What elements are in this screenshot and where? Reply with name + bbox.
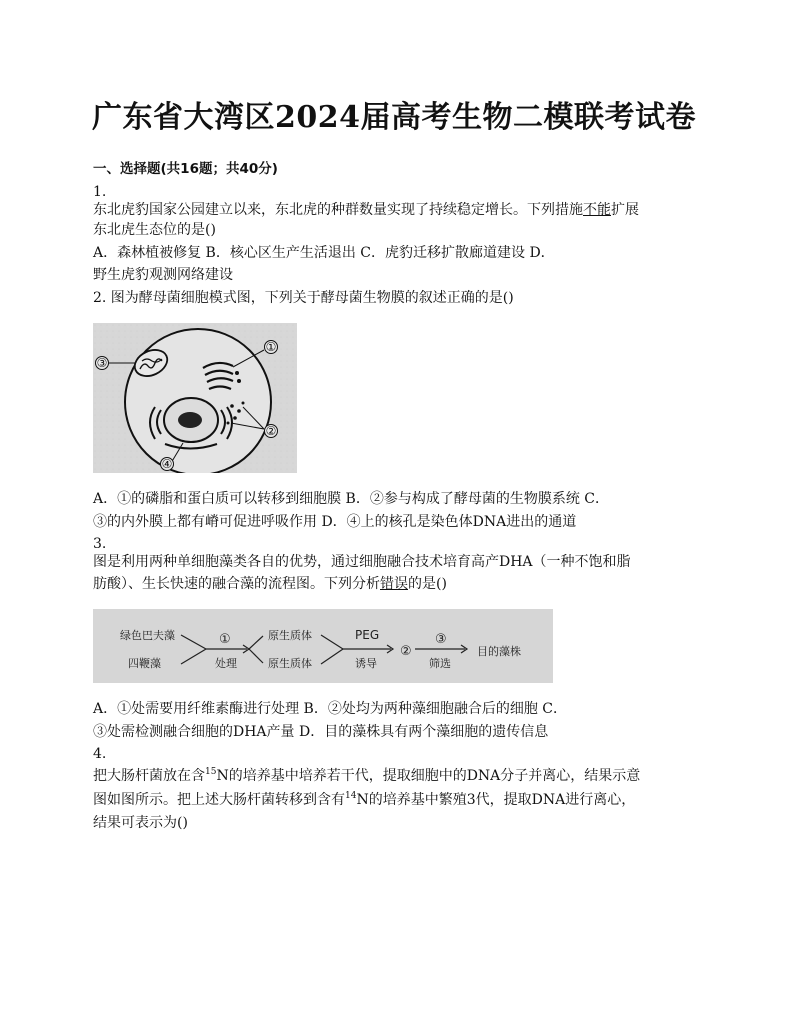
flow-target: 目的藻株 xyxy=(477,645,521,658)
q1-options-line1: A．森林植被修复 B．核心区生产生活退出 C．虎豹迁移扩散廊道建设 D． xyxy=(93,245,555,261)
flow-step3-num: ③ xyxy=(435,632,447,647)
q3-number: 3. xyxy=(93,536,107,552)
fig-label-3: ③ xyxy=(96,356,108,370)
flow-algae2: 四鞭藻 xyxy=(128,657,161,670)
fig-label-2: ② xyxy=(265,424,277,438)
q4-stem-line2: 图如图所示。把上述大肠杆菌转移到含有$^{14}$N的培养基中繁殖3代，提取DNA进行离心， xyxy=(93,791,636,808)
q1-options-line2: 野生虎豹观测网络建设 xyxy=(93,267,233,283)
q3-options-line2: ③处需检测融合细胞的DHA产量 D．目的藻株具有两个藻细胞的遗传信息 xyxy=(93,724,549,740)
q3-options-line1: A．①处需要用纤维素酶进行处理 B．②处均为两种藻细胞融合后的细胞 C． xyxy=(93,701,568,717)
q2-options-line2: ③的内外膜上都有嵴可促进呼吸作用 D．④上的核孔是染色体DNA进出的通道 xyxy=(93,514,577,530)
q2-stem: 2. 图为酵母菌细胞模式图，下列关于酵母菌生物膜的叙述正确的是() xyxy=(93,290,514,306)
q4-number: 4. xyxy=(93,746,107,762)
fig-label-1: ① xyxy=(265,340,277,354)
page-title: 广东省大湾区2024届高考生物二模联考试卷 xyxy=(92,100,696,135)
flow-step1-label: 处理 xyxy=(215,657,237,670)
flow-proto2: 原生质体 xyxy=(268,657,312,670)
fig-label-4: ④ xyxy=(161,457,173,471)
q4-stem-line1: 把大肠杆菌放在含$^{15}$N的培养基中培养若干代，提取细胞中的DNA分子并离心，结果示意 xyxy=(93,767,641,784)
q1-number: 1. xyxy=(93,184,107,200)
flow-step2-num: ② xyxy=(400,644,412,659)
q1-stem-line1: 东北虎豹国家公园建立以来，东北虎的种群数量实现了持续稳定增长。下列措施不能扩展 xyxy=(93,202,639,218)
q3-stem-line2: 肪酸）、生长快速的融合藻的流程图。下列分析错误的是() xyxy=(93,576,447,592)
flow-proto1: 原生质体 xyxy=(268,629,312,642)
fusion-flowchart xyxy=(93,609,553,683)
q4-stem-line3: 结果可表示为() xyxy=(93,815,188,831)
flow-screen: 筛选 xyxy=(429,657,451,670)
flow-peg: PEG xyxy=(355,628,380,642)
section-heading: 一、选择题(共16题；共40分) xyxy=(93,161,278,177)
q2-options-line1: A．①的磷脂和蛋白质可以转移到细胞膜 B．②参与构成了酵母菌的生物膜系统 C． xyxy=(93,491,610,507)
flow-step1-num: ① xyxy=(219,632,231,647)
yeast-cell-diagram xyxy=(93,323,297,473)
flow-induce: 诱导 xyxy=(355,657,377,670)
flow-algae1: 绿色巴夫藻 xyxy=(120,629,175,642)
q1-stem-line2: 东北虎生态位的是() xyxy=(93,222,216,238)
q3-stem-line1: 图是利用两种单细胞藻类各自的优势，通过细胞融合技术培育高产DHA（一种不饱和脂 xyxy=(93,554,631,570)
